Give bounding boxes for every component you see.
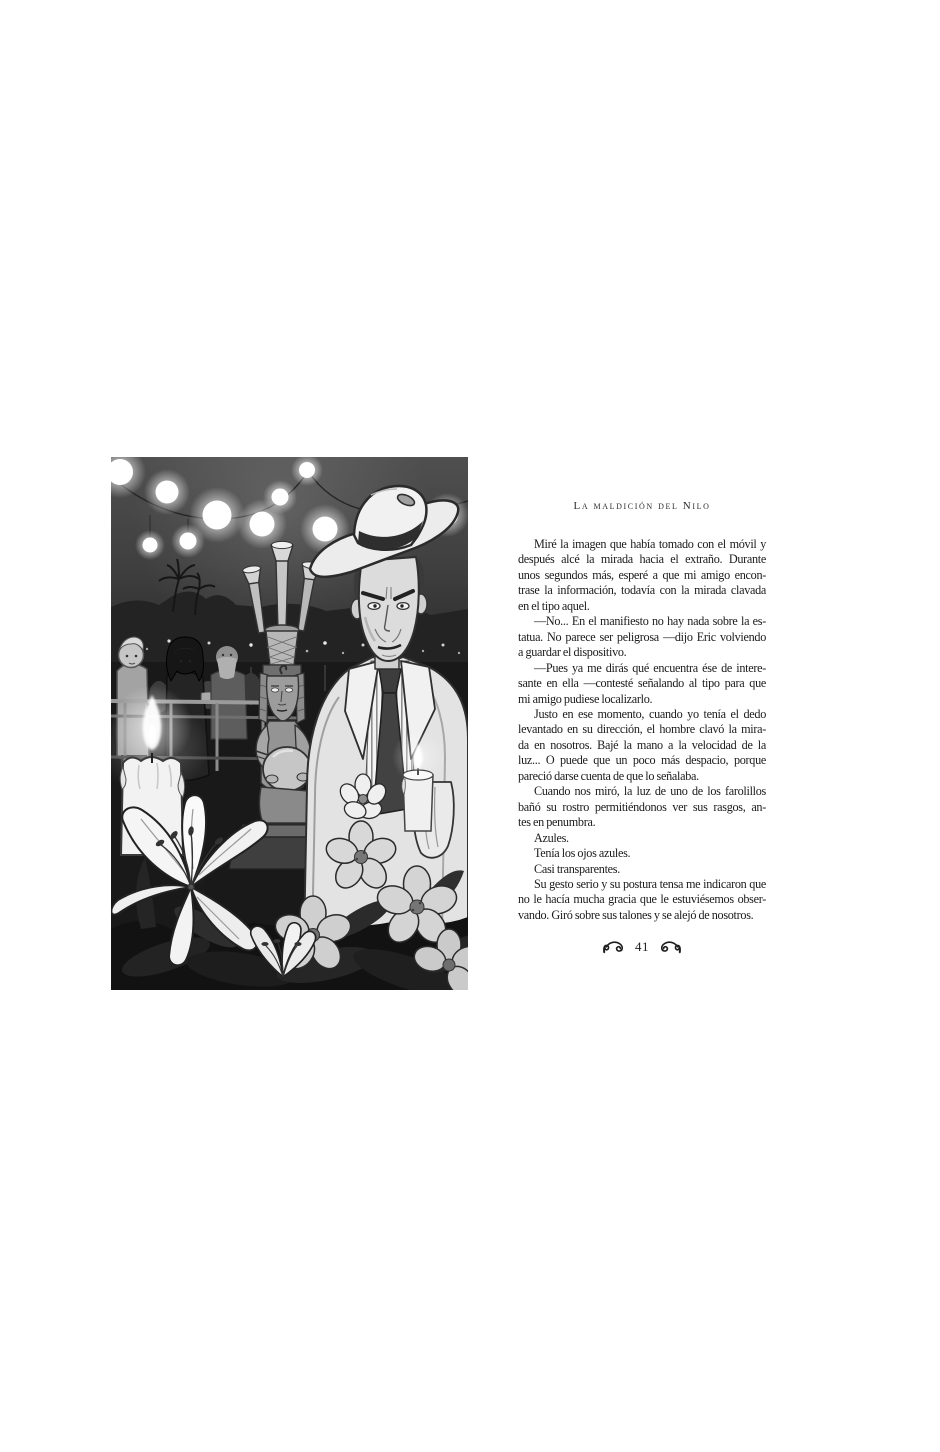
text-line: vando. Giró sobre sus talones y se alejó de nosotros.: [518, 907, 754, 922]
statue-face: [259, 665, 305, 723]
text-line: Azules.: [534, 830, 569, 845]
text-line: Su gesto serio y su postura tensa me indicaron que: [534, 876, 766, 891]
text-line: Justo en ese momento, cuando yo tenía el dedo: [534, 706, 766, 721]
page-number: 41: [635, 938, 649, 954]
text-line: Miré la imagen que había tomado con el móvil y: [534, 537, 766, 551]
text-line: Tenía los ojos azules.: [534, 846, 631, 861]
text-line: en el tipo aquel.: [518, 598, 590, 613]
text-line: Cuando nos miró, la luz de uno de los farolillos: [534, 784, 766, 799]
text-line: bañó su rostro permitiéndonos ver sus rasgos, an-: [518, 799, 766, 814]
text-line: tes en penumbra.: [518, 815, 596, 830]
night-scene-illustration: [111, 457, 468, 990]
folio-ornament-left: [602, 938, 626, 955]
folio: [518, 938, 766, 955]
text-line: tatua. No parece ser peligrosa —dijo Eric volviendo: [518, 629, 766, 644]
text-line: pareció darse cuenta de que lo señalaba.: [518, 768, 699, 783]
text-line: da en nosotros. Bajé la mano a la velocidad de la: [518, 737, 766, 752]
text-line: a guardar el dispositivo.: [518, 645, 627, 660]
text-line: levantado en su dirección, el hombre clavó la mira-: [518, 722, 766, 737]
text-line: sante en ella —contesté señalando al tipo para que: [518, 676, 766, 691]
illustration: [111, 457, 468, 990]
running-header: La maldición del Nilo: [573, 500, 711, 512]
text-line: luz... O puede que un poco más despacio, porque: [518, 753, 766, 768]
text-line: mi amigo pudiese localizarlo.: [518, 691, 653, 706]
text-line: Casi transparentes.: [534, 861, 620, 876]
text-line: después alcé la mirada hacia el extraño. Durante: [518, 552, 766, 567]
text-line: no le hacía mucha gracia que le estuviésemos obser-: [518, 892, 766, 907]
text-line: —No... En el manifiesto no hay nada sobre la es-: [534, 614, 766, 629]
statue-crown-basket: [266, 631, 298, 665]
text-column: [518, 537, 766, 923]
text-line: trase la información, todavía con la mirada clavada: [518, 583, 766, 598]
text-line: —Pues ya me dirás qué encuentra ése de intere-: [534, 660, 766, 675]
text-line: unos segundos más, esperé a que mi amigo encon-: [518, 567, 766, 582]
folio-ornament-right: [658, 938, 682, 955]
